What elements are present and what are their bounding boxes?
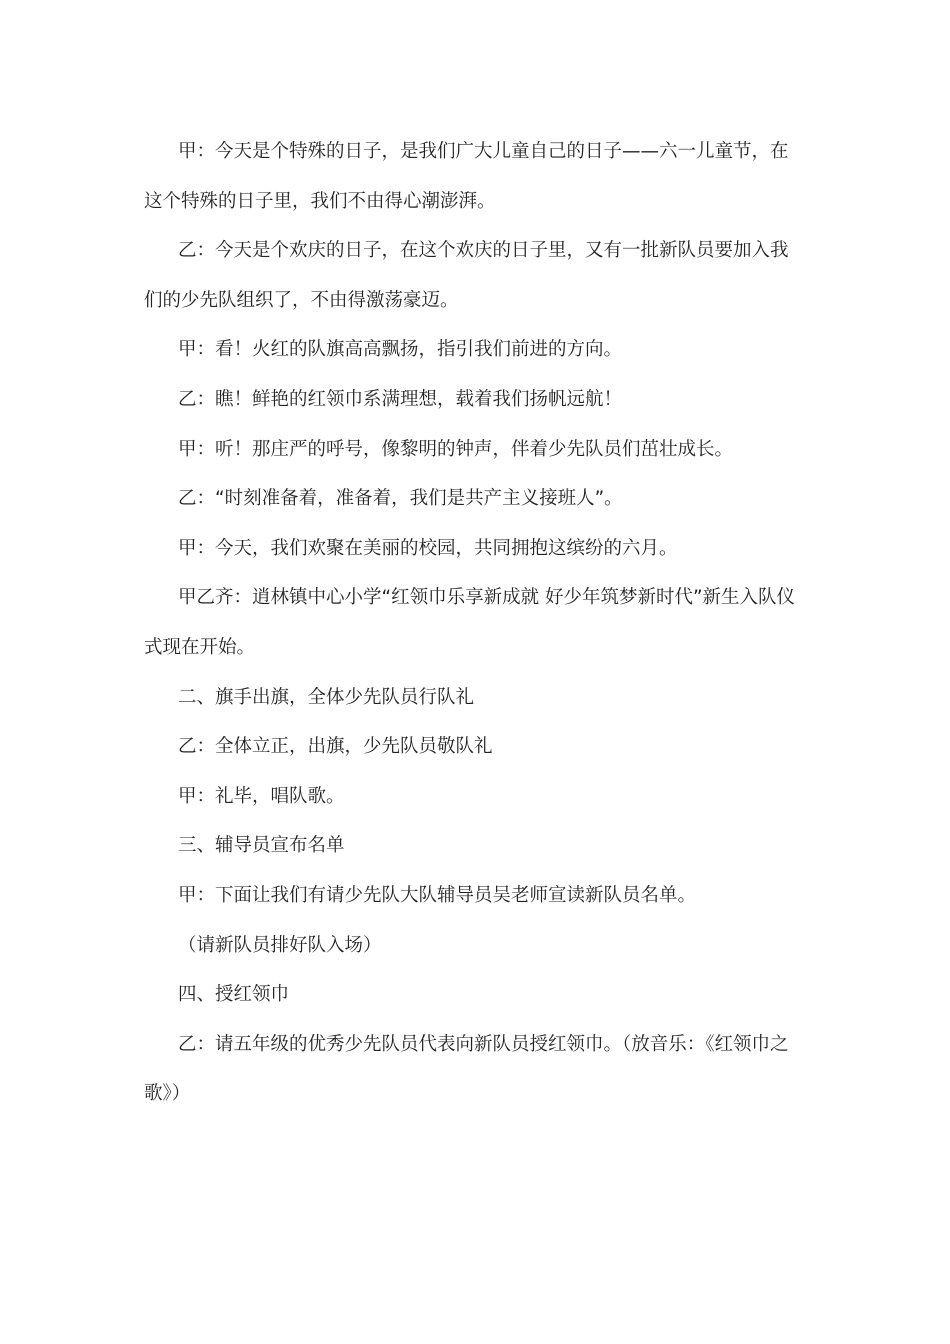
paragraph-both-start: 甲乙齐：逍林镇中心小学“红领巾乐享新成就 好少年筑梦新时代”新生入队仪式现在开始。 [144, 587, 796, 658]
paragraph-yi-opening: 乙：今天是个欢庆的日子，在这个欢庆的日子里，又有一批新队员要加入我们的少先队组织了，不由得激荡豪迈。 [144, 240, 789, 311]
stage-direction-enter: （请新队员排好队入场） [178, 934, 382, 956]
paragraph-jia-invite-teacher: 甲：下面让我们有请少先队大队辅导员吴老师宣读新队员名单。 [178, 884, 697, 906]
section-heading-announce-list: 三、辅导员宣布名单 [178, 835, 345, 857]
paragraph-yi-salute: 乙：全体立正，出旗，少先队员敬队礼 [178, 736, 493, 758]
paragraph-jia-song: 甲：礼毕，唱队歌。 [178, 785, 345, 807]
paragraph-yi-award: 乙：请五年级的优秀少先队员代表向新队员授红领巾。（放音乐：《红领巾之歌》） [144, 1033, 789, 1105]
paragraph-jia-flag: 甲：看！火红的队旗高高飘扬，指引我们前进的方向。 [178, 339, 623, 361]
paragraph-yi-motto: 乙：“时刻准备着，准备着，我们是共产主义接班人”。 [178, 488, 623, 510]
paragraph-jia-june: 甲：今天，我们欢聚在美丽的校园，共同拥抱这缤纷的六月。 [178, 537, 678, 559]
section-heading-flag-bearer: 二、旗手出旗，全体少先队员行队礼 [178, 686, 475, 708]
paragraph-yi-scarf: 乙：瞧！鲜艳的红领巾系满理想，载着我们扬帆远航！ [178, 388, 623, 410]
paragraph-jia-oath: 甲：听！那庄严的呼号，像黎明的钟声，伴着少先队员们茁壮成长。 [178, 438, 734, 460]
section-heading-award-scarf: 四、授红领巾 [178, 984, 290, 1006]
paragraph-jia-opening: 甲：今天是个特殊的日子，是我们广大儿童自己的日子——六一儿童节，在这个特殊的日子里，我们不由得心潮澎湃。 [144, 141, 789, 212]
document-body [144, 127, 800, 1119]
